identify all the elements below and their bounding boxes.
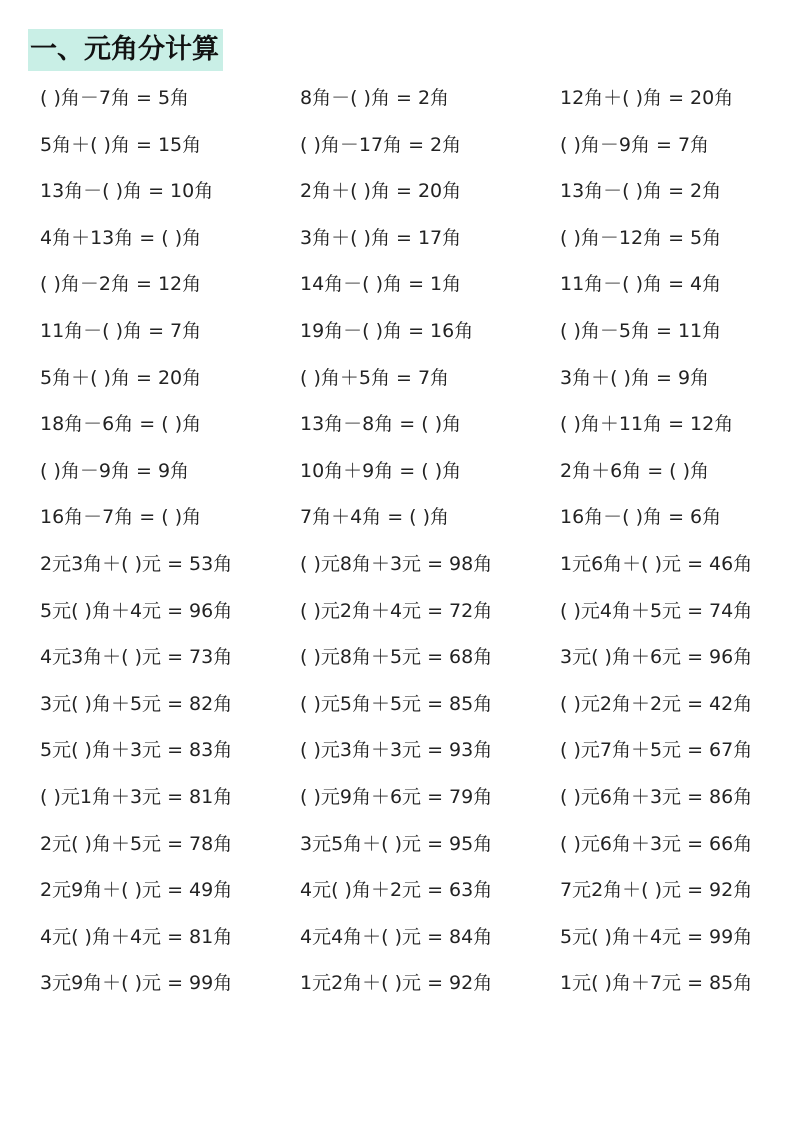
problem-item: 4元( )角＋2元 = 63角 [300,879,493,902]
problem-item: ( )元8角＋5元 = 68角 [300,646,493,669]
problem-row [40,312,780,359]
problem-item: ( )元1角＋3元 = 81角 [40,785,233,808]
problem-item: 1元( )角＋7元 = 85角 [560,972,753,995]
problem-item: 4元4角＋( )元 = 84角 [300,925,493,948]
problem-item: 11角－( )角 = 7角 [40,319,202,342]
problem-item: 18角－6角 = ( )角 [40,413,202,436]
problem-row [40,731,780,778]
problem-item: 4元3角＋( )元 = 73角 [40,646,233,669]
problem-item: 7元2角＋( )元 = 92角 [560,879,753,902]
problem-item: ( )元4角＋5元 = 74角 [560,599,753,622]
problem-row [40,964,780,1011]
problem-item: 5元( )角＋4元 = 99角 [560,925,753,948]
problem-row [40,545,780,592]
problem-item: 11角－( )角 = 4角 [560,273,722,296]
problem-item: 8角－( )角 = 2角 [300,87,450,109]
problem-item: 3元5角＋( )元 = 95角 [300,832,493,855]
problem-row [40,778,780,825]
problem-row [40,452,780,499]
problem-row [40,172,780,219]
problem-item: ( )元6角＋3元 = 86角 [560,785,753,808]
problem-row [40,592,780,639]
problem-item: 7角＋4角 = ( )角 [300,506,450,529]
problem-item: 14角－( )角 = 1角 [300,273,462,296]
problem-row [40,871,780,918]
problem-item: 16角－7角 = ( )角 [40,506,202,529]
problem-item: ( )角＋11角 = 12角 [560,413,734,436]
problem-item: 5元( )角＋4元 = 96角 [40,599,233,622]
problem-row [40,405,780,452]
problem-item: 1元6角＋( )元 = 46角 [560,552,753,575]
problem-row [40,638,780,685]
problem-row [40,359,780,406]
problem-item: 12角＋( )角 = 20角 [560,87,734,109]
problem-row [40,265,780,312]
problem-item: 1元2角＋( )元 = 92角 [300,972,493,995]
problem-row [40,498,780,545]
problem-item: ( )元2角＋4元 = 72角 [300,599,493,622]
section-title: 一、元角分计算 [28,29,223,71]
problem-row [40,126,780,173]
problem-item: 3元( )角＋6元 = 96角 [560,646,753,669]
problem-item: 3角＋( )角 = 9角 [560,366,710,389]
problem-item: 4元( )角＋4元 = 81角 [40,925,233,948]
problem-item: ( )角－5角 = 11角 [560,319,722,342]
problem-item: 5元( )角＋3元 = 83角 [40,739,233,762]
problem-item: 10角＋9角 = ( )角 [300,459,462,482]
problem-row [40,685,780,732]
problem-item: 2元9角＋( )元 = 49角 [40,879,233,902]
problem-item: 3元( )角＋5元 = 82角 [40,692,233,715]
problem-item: ( )角－17角 = 2角 [300,133,462,156]
problem-item: 2角＋6角 = ( )角 [560,459,710,482]
problem-item: ( )元3角＋3元 = 93角 [300,739,493,762]
problem-item: 3元9角＋( )元 = 99角 [40,972,233,995]
problem-item: 2元( )角＋5元 = 78角 [40,832,233,855]
problem-item: 4角＋13角 = ( )角 [40,226,202,249]
problem-item: ( )元9角＋6元 = 79角 [300,785,493,808]
problem-row [40,219,780,266]
problem-item: ( )角－9角 = 7角 [560,133,710,156]
problem-item: ( )角－2角 = 12角 [40,273,202,296]
problem-row [40,918,780,965]
problem-item: 5角＋( )角 = 20角 [40,366,202,389]
problem-item: ( )角－7角 = 5角 [40,87,190,109]
problem-grid [40,79,780,1011]
problem-item: ( )元2角＋2元 = 42角 [560,692,753,715]
problem-item: ( )角＋5角 = 7角 [300,366,450,389]
problem-item: 13角－( )角 = 10角 [40,180,214,203]
problem-row [40,79,780,126]
problem-item: 3角＋( )角 = 17角 [300,226,462,249]
problem-item: ( )元6角＋3元 = 66角 [560,832,753,855]
problem-item: ( )元5角＋5元 = 85角 [300,692,493,715]
problem-item: 16角－( )角 = 6角 [560,506,722,529]
problem-item: 13角－8角 = ( )角 [300,413,462,436]
problem-row [40,825,780,872]
problem-item: 2元3角＋( )元 = 53角 [40,552,233,575]
problem-item: 2角＋( )角 = 20角 [300,180,462,203]
problem-item: 13角－( )角 = 2角 [560,180,722,203]
problem-item: ( )角－9角 = 9角 [40,459,190,482]
problem-item: ( )角－12角 = 5角 [560,226,722,249]
problem-item: 5角＋( )角 = 15角 [40,133,202,156]
problem-item: ( )元7角＋5元 = 67角 [560,739,753,762]
problem-item: 19角－( )角 = 16角 [300,319,474,342]
problem-item: ( )元8角＋3元 = 98角 [300,552,493,575]
